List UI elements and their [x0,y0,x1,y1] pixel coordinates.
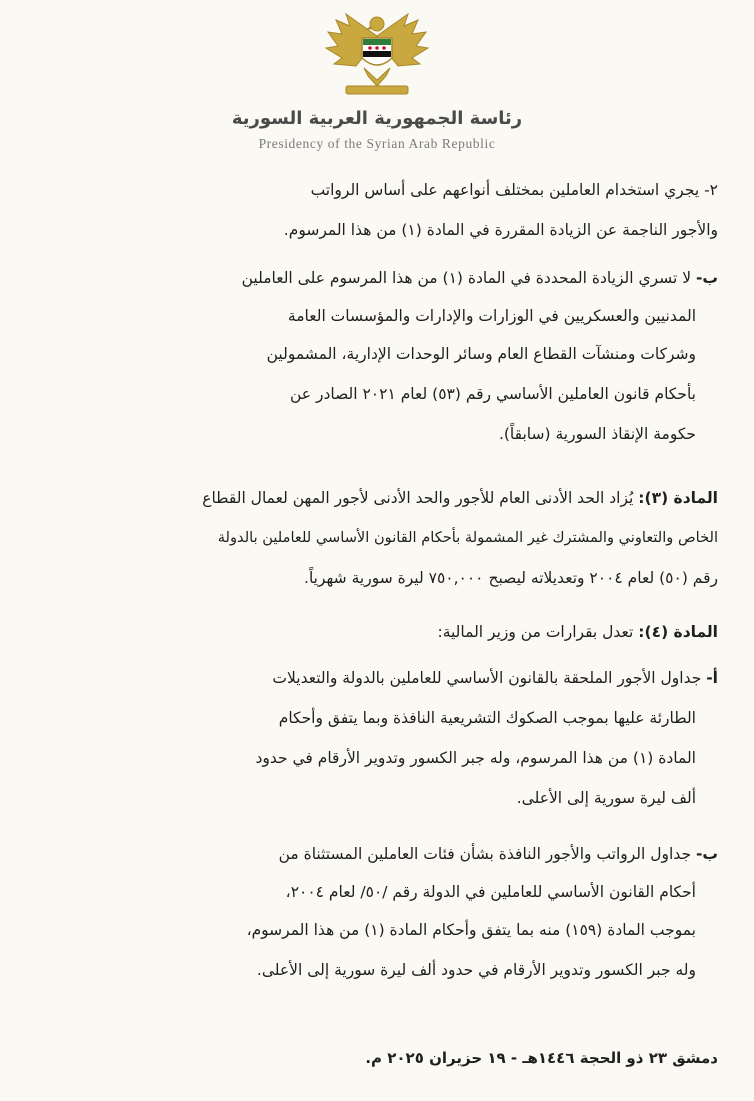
item-a-line4: ألف ليرة سورية إلى الأعلى. [516,789,696,807]
header-title-english: Presidency of the Syrian Arab Republic [258,136,496,151]
item-a-label: أ- [706,669,718,687]
article3-label: المادة (٣): [638,489,718,507]
item-b1-label: ب- [695,269,718,287]
item-b1-line5: حكومة الإنقاذ السورية (سابقاً). [498,425,696,443]
item-b2-line3: بموجب المادة (١٥٩) منه بما يتفق وأحكام المادة (١) من هذا المرسوم، [246,921,696,939]
item2-line1: ٢- يجري استخدام العاملين بمختلف أنواعهم على أساس الرواتب [310,181,718,199]
article3-line3: رقم (٥٠) لعام ٢٠٠٤ وتعديلاته ليصبح ٧٥٠,٠٠٠ ليرة سورية شهرياً. [304,569,718,587]
item-a-line1 [272,668,718,688]
item-b1-line4: بأحكام قانون العاملين الأساسي رقم (٥٣) لعام ٢٠٢١ الصادر عن [289,385,696,403]
item-b2-line2: أحكام القانون الأساسي للعاملين في الدولة رقم /٥٠/ لعام ٢٠٠٤، [285,883,696,901]
item-b1-line3: وشركات ومنشآت القطاع العام وسائر الوحدات الإدارية، المشمولين [266,345,696,363]
article3-line1 [202,488,718,508]
syrian-eagle-emblem-icon [316,6,438,98]
article3-line2: الخاص والتعاوني والمشترك غير المشمولة بأحكام القانون الأساسي للعاملين بالدولة [217,529,718,546]
item-b2-line1-text: جداول الرواتب والأجور النافذة بشأن فئات العاملين المستثناة من [278,845,692,863]
item-b1-line1 [242,268,718,288]
item-b1-line2: المدنيين والعسكريين في الوزارات والإدارات والمؤسسات العامة [287,307,696,325]
item-b2-label: ب- [695,845,718,863]
article4-line1 [437,622,718,642]
item-a-line1-text: جداول الأجور الملحقة بالقانون الأساسي للعاملين بالدولة والتعديلات [272,669,702,687]
item-b2-line1 [279,844,718,864]
item-b1-line1-text: لا تسري الزيادة المحددة في المادة (١) من هذا المرسوم على العاملين [241,269,692,287]
item-a-line2: الطارئة عليها بموجب الصكوك التشريعية النافذة وبما يتفق وأحكام [278,709,696,727]
item-a-line3: المادة (١) من هذا المرسوم، وله جبر الكسور وتدوير الأرقام في حدود [255,749,696,767]
header-title-arabic: رئاسة الجمهورية العربية السورية [231,108,523,129]
article3-line1-text: يُزاد الحد الأدنى العام للأجور والحد الأدنى لأجور المهن لعمال القطاع [202,489,634,507]
item-b2-line4: وله جبر الكسور وتدوير الأرقام في حدود ألف ليرة سورية إلى الأعلى. [256,961,696,979]
date-line: دمشق ٢٣ ذو الحجة ١٤٤٦هـ - ١٩ حزيران ٢٠٢٥ م. [365,1049,718,1067]
article4-label: المادة (٤): [638,623,718,641]
item2-line2: والأجور الناجمة عن الزيادة المقررة في المادة (١) من هذا المرسوم. [283,221,718,239]
article4-line1-text: تعدل بقرارات من وزير المالية: [437,623,634,641]
